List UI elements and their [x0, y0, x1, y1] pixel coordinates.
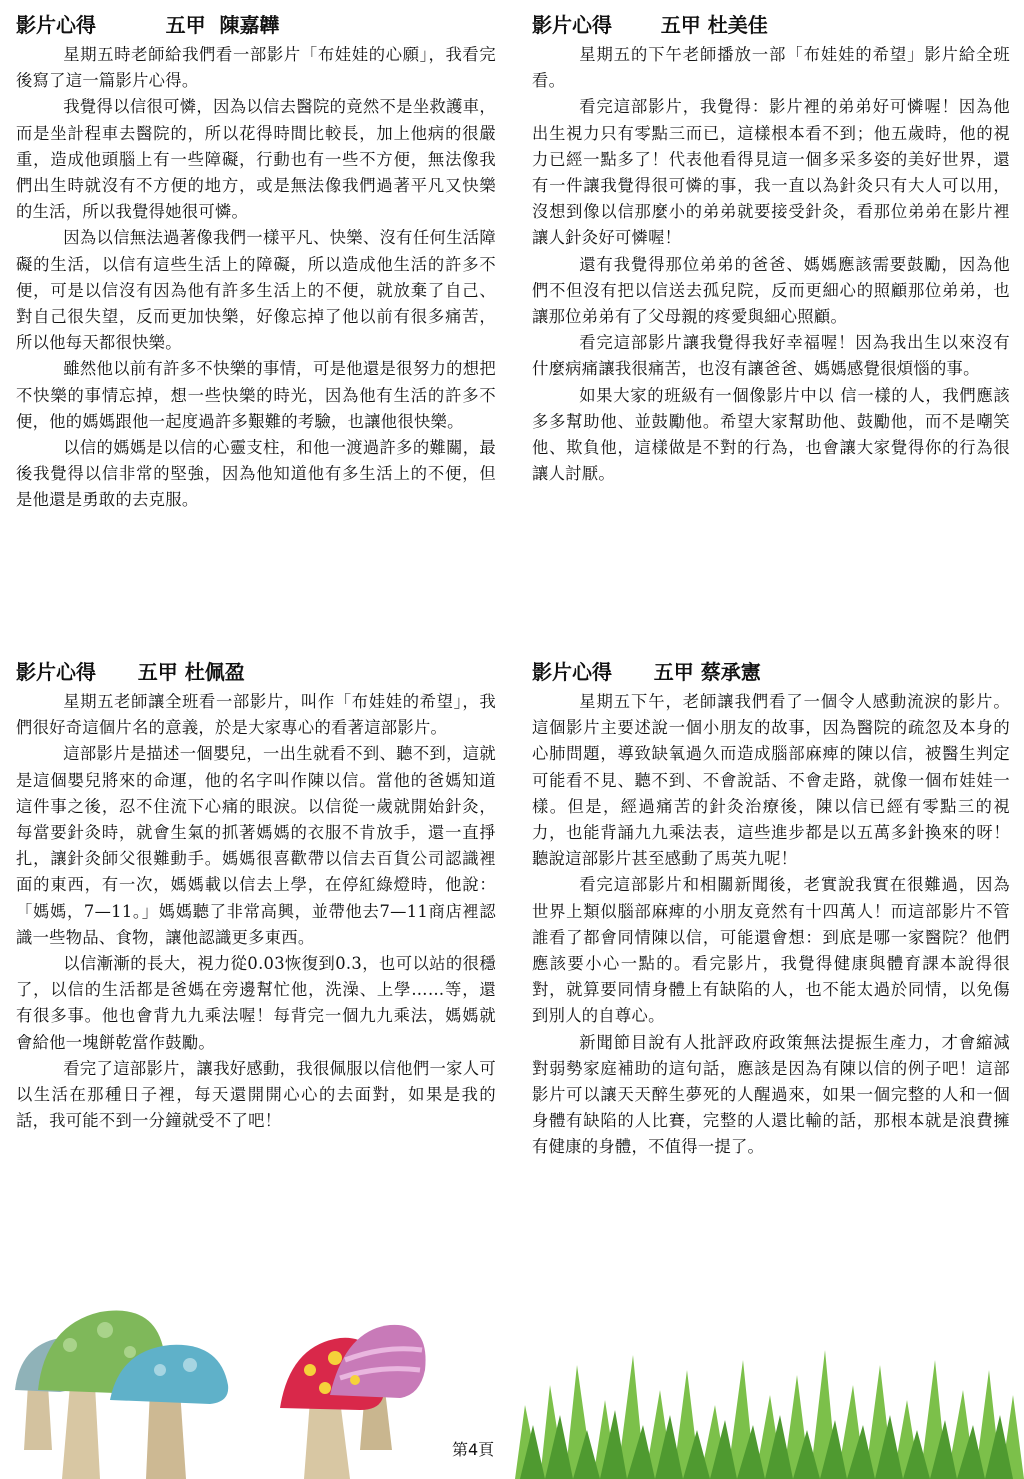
- article-paragraph: 星期五下午，老師讓我們看了一個令人感動流淚的影片。這個影片主要述說一個小朋友的故事，因為醫院的疏忽及本身的心肺問題，導致缺氧過久而造成腦部麻痺的陳以信，被醫生判定可能看不見、聽不到、不會說話、不會走路，就像一個布娃娃一樣。但是，經過痛苦的針灸治療後，陳以信已經有零點三的視力，也能背誦九九乘法表，這些進步都是以五萬多針換來的呀！聽說這部影片甚至感動了馬英九呢！: [532, 692, 1010, 869]
- page-number: 第4頁: [452, 1440, 495, 1459]
- article-paragraph: 因為以信無法過著像我們一樣平凡、快樂、沒有任何生活障礙的生活，以信有這些生活上的障礙，所以造成他生活的許多不便，可是以信沒有因為他有許多生活上的不便，就放棄了自己、對自己很失望，反而更加快樂，好像忘掉了他以前有很多痛苦，所以他每天都很快樂。: [16, 228, 496, 353]
- article-heading: 影片心得 五甲 杜佩盈: [16, 660, 245, 684]
- article-heading: 影片心得 五甲 杜美佳: [532, 13, 768, 37]
- article-heading: 影片心得 五甲 蔡承憲: [532, 660, 761, 684]
- article-paragraph: 看完這部影片，我覺得：影片裡的弟弟好可憐喔！因為他出生視力只有零點三而已，這樣根本看不到；他五歲時，他的視力已經一點多了！代表他看得見這一個多采多姿的美好世界，還有一件讓我覺得很可憐的事，我一直以為針灸只有大人可以用，沒想到像以信那麼小的弟弟就要接受針灸，看那位弟弟在影片裡讓人針灸好可憐喔！: [532, 97, 1010, 248]
- mushrooms-illustration: [0, 1290, 500, 1479]
- article-paragraph: 以信的媽媽是以信的心靈支柱，和他一渡過許多的難關，最後我覺得以信非常的堅強，因為他知道他有多生活上的不便，但是他還是勇敢的去克服。: [16, 438, 496, 510]
- grass-illustration: [515, 1345, 1024, 1479]
- article-paragraph: 這部影片是描述一個嬰兒，一出生就看不到、聽不到，這就是這個嬰兒將來的命運，他的名字叫作陳以信。當他的爸媽知道這件事之後，忍不住流下心痛的眼淚。以信從一歲就開始針灸，每當要針灸時，就會生氣的抓著媽媽的衣服不肯放手，還一直掙扎，讓針灸師父很難動手。媽媽很喜歡帶以信去百貨公司認識裡面的東西，有一次，媽媽載以信去上學，在停紅綠燈時，他說：「媽媽，7—11。」媽媽聽了非常高興，並帶他去7—11商店裡認識一些物品、食物，讓他認識更多東西。: [16, 744, 496, 947]
- article-paragraph: 還有我覺得那位弟弟的爸爸、媽媽應該需要鼓勵，因為他們不但沒有把以信送去孤兒院，反而更細心的照顧那位弟弟，也讓那位弟弟有了父母親的疼愛與細心照顧。: [532, 254, 1010, 327]
- article-paragraph: 星期五的下午老師播放一部「布娃娃的希望」影片給全班看。: [532, 45, 1010, 91]
- article-paragraph: 我覺得以信很可憐，因為以信去醫院的竟然不是坐救護車，而是坐計程車去醫院的，所以花得時間比較長，加上他病的很嚴重，造成他頭腦上有一些障礙，行動也有一些不方便，無法像我們出生時就沒有不方便的地方，或是無法像我們過著平凡又快樂的生活，所以我覺得她很可憐。: [16, 97, 496, 222]
- article-paragraph: 新聞節目說有人批評政府政策無法提振生產力，才會縮減對弱勢家庭補助的這句話，應該是因為有陳以信的例子吧！這部影片可以讓天天醉生夢死的人醒過來，如果一個完整的人和一個身體有缺陷的人比賽，完整的人還比輸的話，那根本就是浪費擁有健康的身體，不值得一提了。: [532, 1032, 1010, 1157]
- article-paragraph: 星期五時老師給我們看一部影片「布娃娃的心願」，我看完後寫了這一篇影片心得。: [16, 45, 496, 91]
- article-paragraph: 看完這部影片讓我覺得我好幸福喔！因為我出生以來沒有什麼病痛讓我很痛苦，也沒有讓爸爸、媽媽感覺很煩惱的事。: [532, 333, 1010, 379]
- article-paragraph: 雖然他以前有許多不快樂的事情，可是他還是很努力的想把不快樂的事情忘掉，想一些快樂的時光，因為他有生活的許多不便，他的媽媽跟他一起度過許多艱難的考驗，也讓他很快樂。: [16, 359, 496, 431]
- article-du-meijia: [532, 8, 1010, 487]
- article-cai-chengxian: [532, 655, 1010, 1161]
- article-chen-jiawei: [16, 8, 496, 514]
- article-heading: 影片心得 五甲 陳嘉韡: [16, 13, 280, 37]
- article-paragraph: 看完這部影片和相關新聞後，老實說我實在很難過，因為世界上類似腦部麻痺的小朋友竟然有十四萬人！而這部影片不管誰看了都會同情陳以信，可能還會想：到底是哪一家醫院？他們應該要小心一點的。看完影片，我覺得健康與體育課本說得很對，就算要同情身體上有缺陷的人，也不能太過於同情，以免傷到別人的自尊心。: [532, 875, 1010, 1026]
- article-paragraph: 看完了這部影片，讓我好感動，我很佩服以信他們一家人可以生活在那種日子裡，每天還開開心心的去面對，如果是我的話，我可能不到一分鐘就受不了吧！: [16, 1058, 496, 1131]
- article-paragraph: 以信漸漸的長大，視力從0.03恢復到0.3，也可以站的很穩了，以信的生活都是爸媽在旁邊幫忙他，洗澡、上學……等，還有很多事。他也會背九九乘法喔！每背完一個九九乘法，媽媽就會給他一塊餅乾當作鼓勵。: [16, 954, 496, 1052]
- article-paragraph: 如果大家的班級有一個像影片中以 信一樣的人，我們應該多多幫助他、並鼓勵他。希望大家幫助他、鼓勵他，而不是嘲笑他、欺負他，這樣做是不對的行為，也會讓大家覺得你的行為很讓人討厭。: [532, 385, 1010, 484]
- article-paragraph: 星期五老師讓全班看一部影片，叫作「布娃娃的希望」，我們很好奇這個片名的意義，於是大家專心的看著這部影片。: [16, 692, 496, 738]
- article-du-peiying: [16, 655, 496, 1134]
